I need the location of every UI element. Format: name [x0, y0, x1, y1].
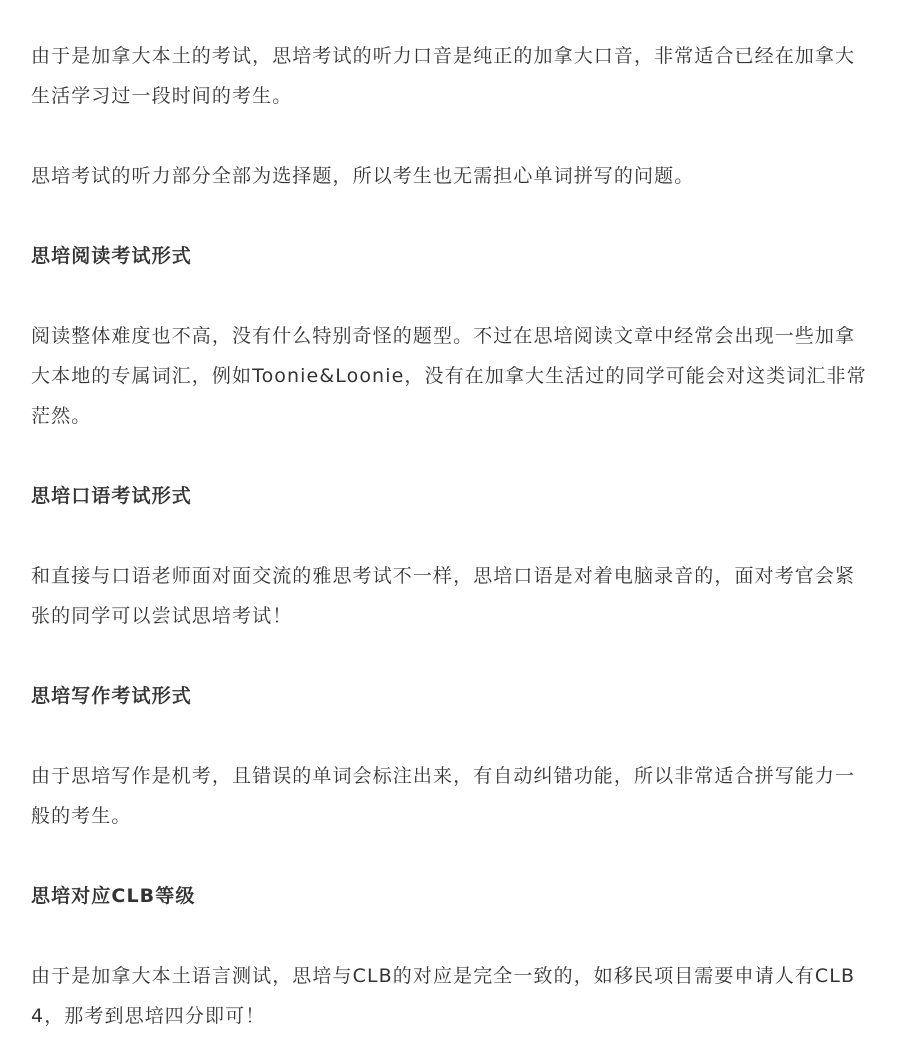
paragraph-listening-format: 思培考试的听力部分全部为选择题，所以考生也无需担心单词拼写的问题。 — [31, 165, 695, 187]
heading-clb-level: 思培对应CLB等级 — [31, 885, 196, 907]
paragraph-listening-accent: 由于是加拿大本土的考试，思培考试的听力口音是纯正的加拿大口音，非常适合已经在加拿大生活学习过一段时间的考生。 — [31, 45, 856, 107]
heading-writing-format: 思培写作考试形式 — [31, 685, 192, 707]
paragraph-writing-format: 由于思培写作是机考，且错误的单词会标注出来，有自动纠错功能，所以非常适合拼写能力一般的考生。 — [31, 765, 856, 827]
paragraph-reading-format: 阅读整体难度也不高，没有什么特别奇怪的题型。不过在思培阅读文章中经常会出现一些加拿大本地的专属词汇，例如Toonie&Loonie，没有在加拿大生活过的同学可能会对这类词汇非常茫然。 — [31, 325, 867, 427]
heading-speaking-format: 思培口语考试形式 — [31, 485, 192, 507]
heading-reading-format: 思培阅读考试形式 — [31, 245, 192, 267]
paragraph-clb-level: 由于是加拿大本土语言测试，思培与CLB的对应是完全一致的，如移民项目需要申请人有CLB4，那考到思培四分即可！ — [31, 965, 856, 1027]
paragraph-speaking-format: 和直接与口语老师面对面交流的雅思考试不一样，思培口语是对着电脑录音的，面对考官会紧张的同学可以尝试思培考试！ — [31, 565, 856, 627]
